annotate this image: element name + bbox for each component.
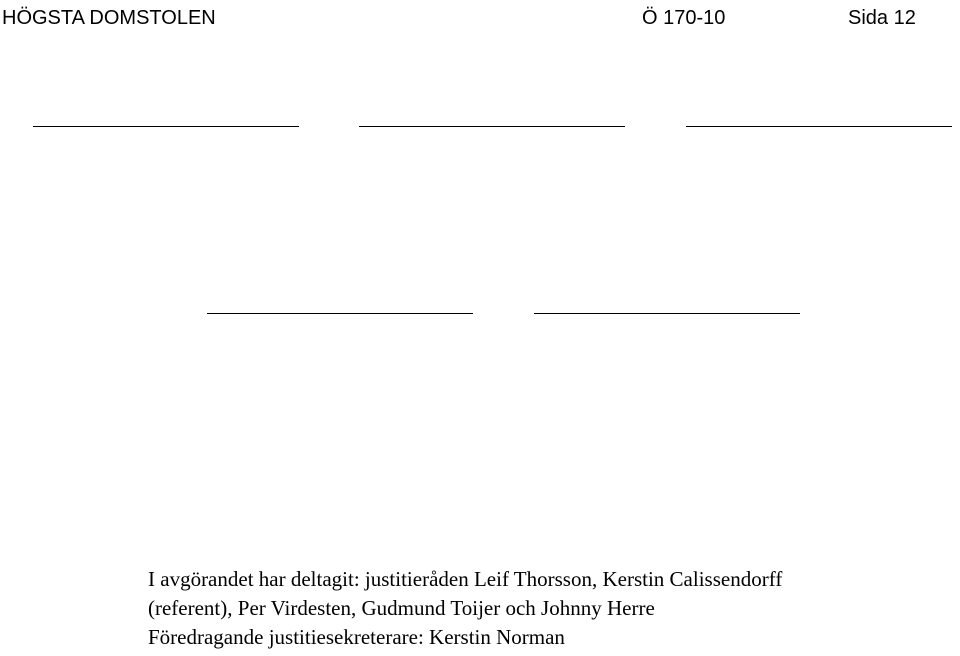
participants-note (148, 565, 948, 652)
participants-line: (referent), Per Virdesten, Gudmund Toijer och Johnny Herre (148, 596, 655, 620)
signature-line (686, 126, 952, 127)
case-number: Ö 170-10 (642, 7, 726, 29)
court-name: HÖGSTA DOMSTOLEN (2, 7, 216, 29)
page-number: Sida 12 (848, 7, 916, 29)
participants-line: I avgörandet har deltagit: justitieråden Leif Thorsson, Kerstin Calissendorff (148, 567, 783, 591)
page-header (0, 4, 960, 32)
signature-line (359, 126, 625, 127)
signature-line (534, 313, 800, 314)
participants-line: Föredragande justitiesekreterare: Kerstin Norman (148, 625, 565, 649)
signature-line (33, 126, 299, 127)
signature-line (207, 313, 473, 314)
